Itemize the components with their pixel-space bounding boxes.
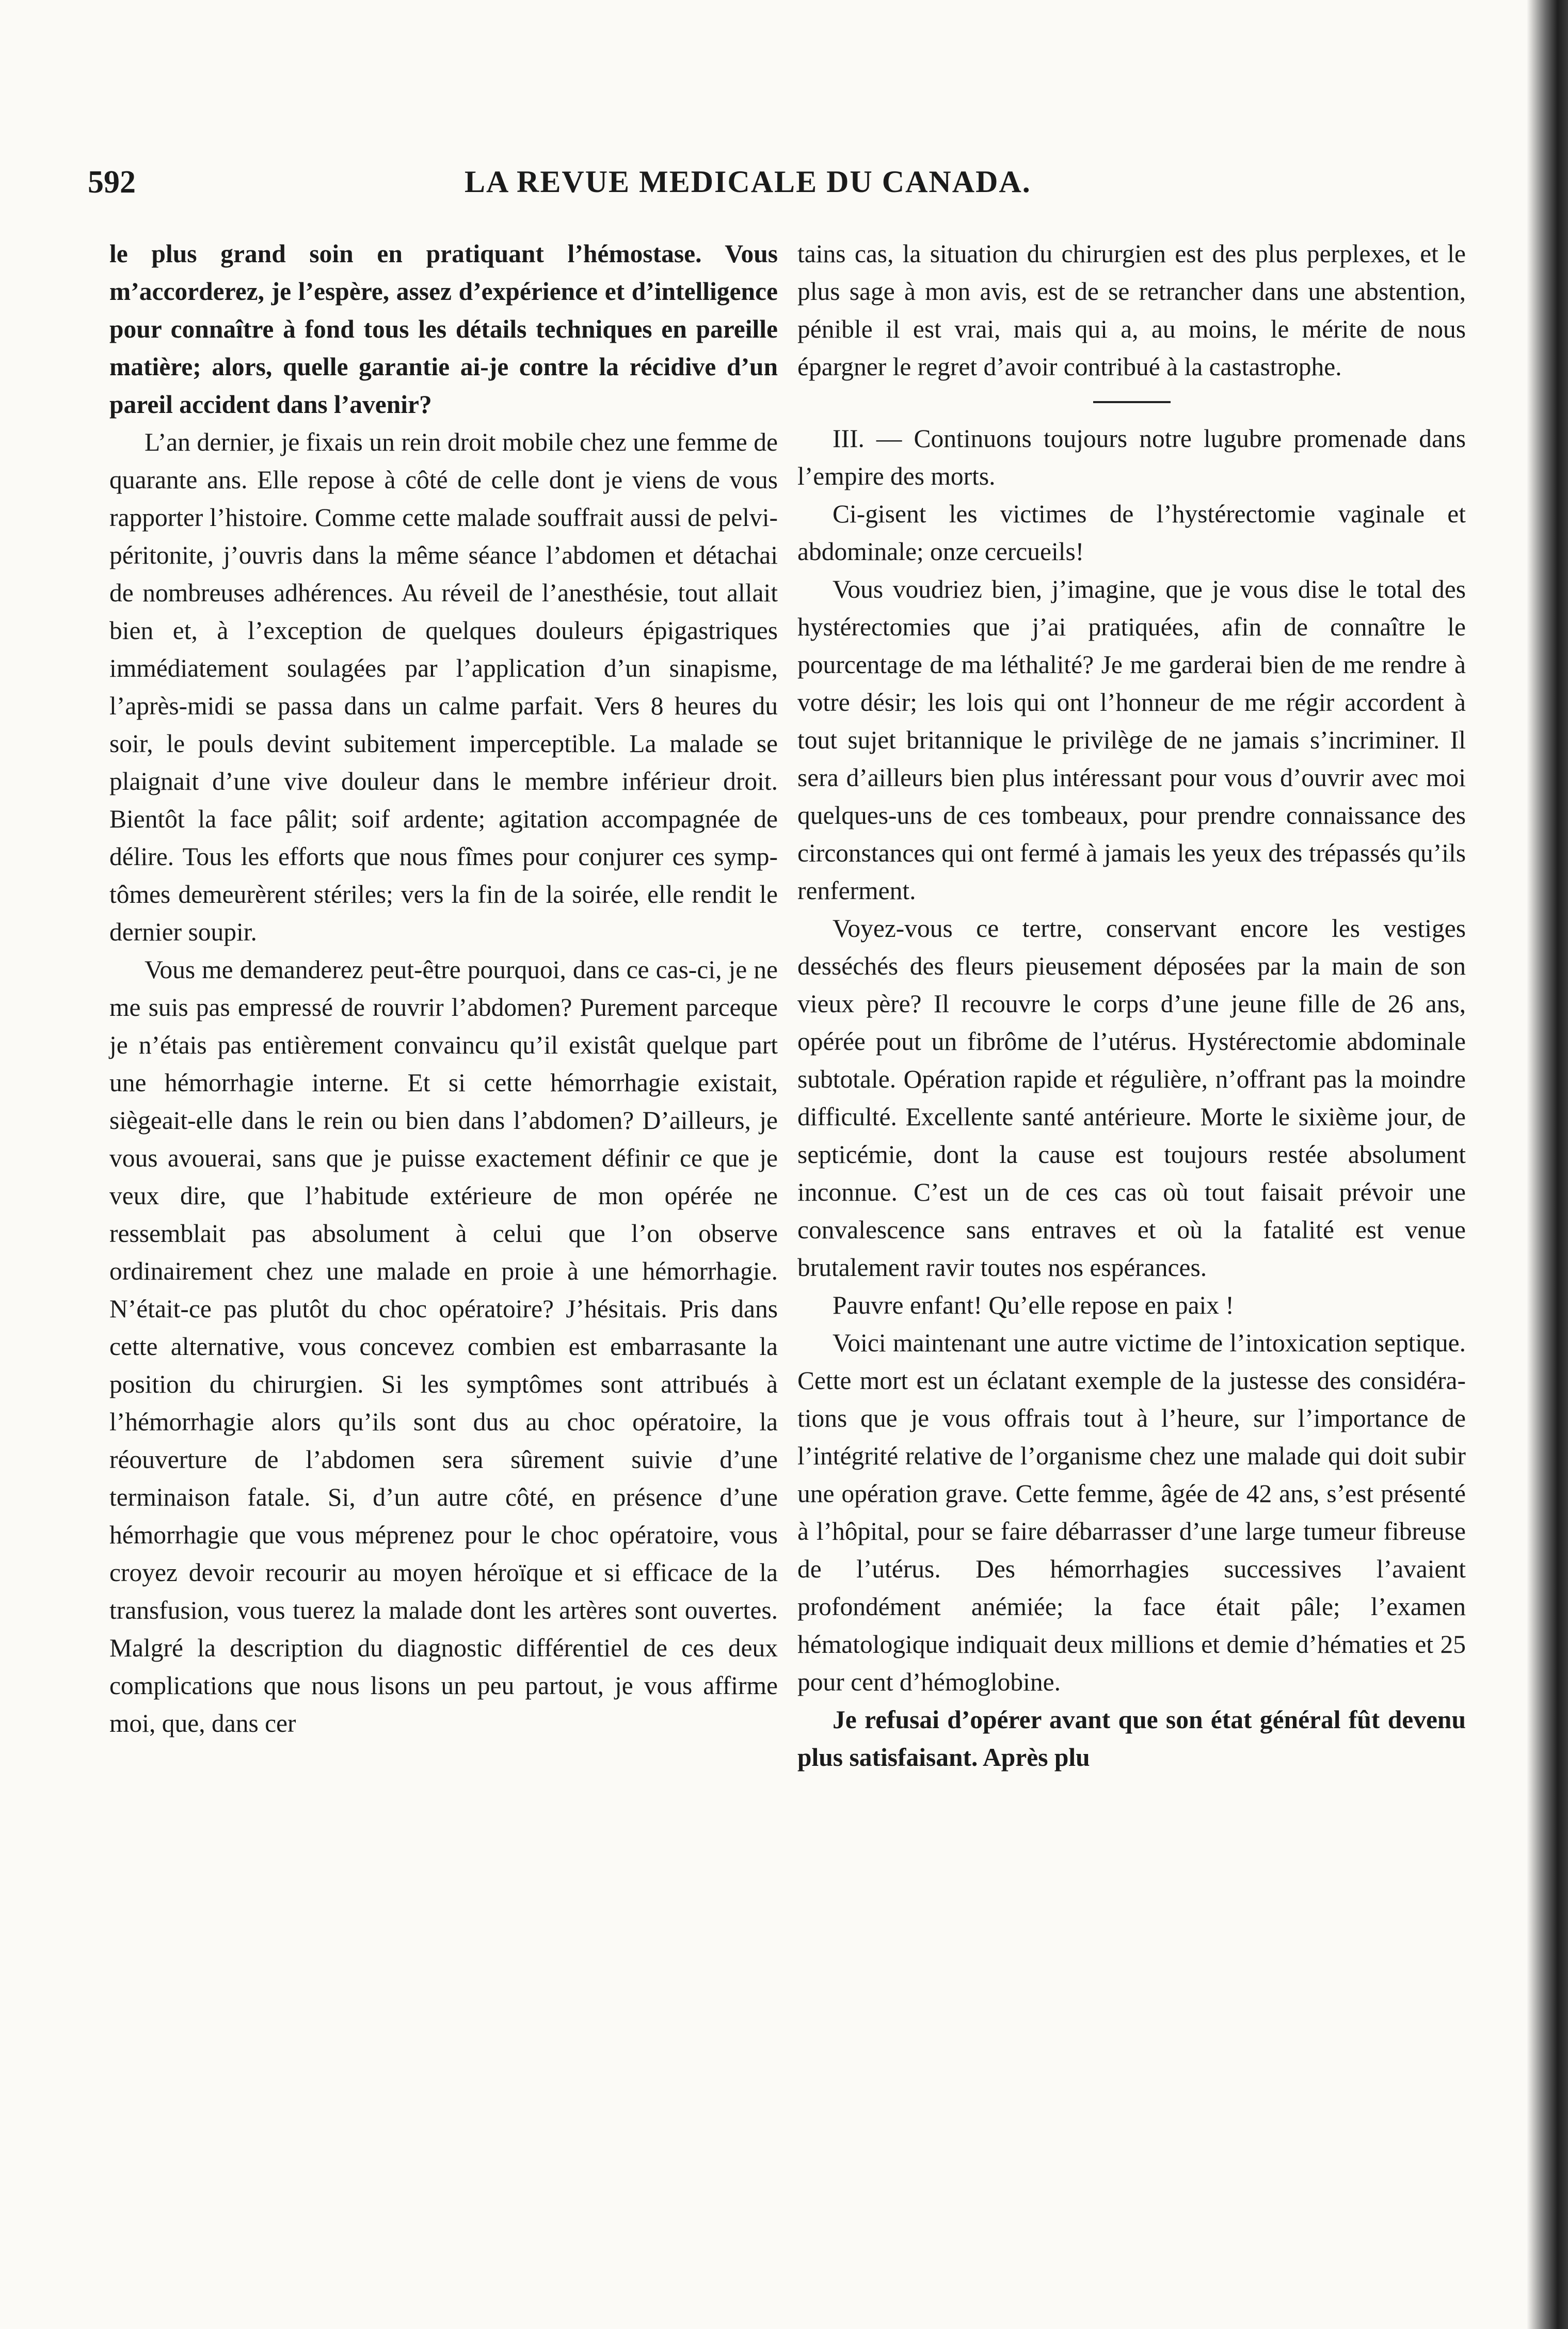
left-column	[109, 235, 778, 1742]
page-header	[88, 164, 1481, 211]
paragraph-right-2: III. — Continuons toujours notre lugubre promenade dans l’empire des morts.	[797, 424, 1466, 490]
paragraph-left-2: L’an dernier, je fixais un rein droit mobile chez une femme de quarante ans. Elle repose à côté de celle dont je viens de vous rapporter l’histoire. Comme cette malade souffrait aussi de pelvi-péritonite, j’ouvris dans la même séance l’abdomen et détachai de nombreuses adhérences. Au réveil de l’anesthésie, tout allait bien et, à l’exception de quelques douleurs épigastriques immédiatement soulagées par l’application d’un sinapisme, l’après-midi se passa dans un calme parfait. Vers 8 heures du soir, le pouls devint subitement imperceptible. La malade se plaignait d’une vive douleur dans le membre inférieur droit. Bientôt la face pâlit; soif ardente; agitation accompagnée de délire. Tous les efforts que nous fîmes pour conjurer ces symptômes demeurèrent stériles; vers la fin de la soirée, elle rendit le dernier soupir.	[109, 428, 778, 946]
paragraph-right-4: Vous voudriez bien, j’imagine, que je vous dise le total des hystérectomies que j’ai pratiquées, afin de connaître le pourcentage de ma léthalité? Je me garderai bien de me rendre à votre désir; les lois qui ont l’honneur de me régir accordent à tout sujet britannique le privilège de ne jamais s’incriminer. Il sera d’ailleurs bien plus intéressant pour vous d’ouvrir avec moi quelques-uns de ces tombeaux, pour prendre connaissance des circonstances qui ont fermé à jamais les yeux des trépassés qu’ils renferment.	[797, 575, 1466, 905]
paragraph-left-3: Vous me demanderez peut-être pourquoi, dans ce cas-ci, je ne me suis pas empressé de rouvrir l’abdomen? Purement parceque je n’étais pas entièrement convaincu qu’il existât quelque part une hémorrhagie interne. Et si cette hémorrhagie existait, siègeait-elle dans le rein ou bien dans l’abdomen? D’ailleurs, je vous avouerai, sans que je puisse exactement définir ce que je veux dire, que l’habitude extérieure de mon opérée ne ressemblait pas absolument à celui que l’on observe ordinairement chez une malade en proie à une hémorrhagie. N’était-ce pas plutôt du choc opératoire? J’hésitais. Pris dans cette alternative, vous concevez combien est embarrasante la position du chirurgien. Si les symptômes sont attribués à l’hémorrhagie alors qu’ils sont dus au choc opératoire, la réouverture de l’abdomen sera sûrement suivie d’une terminaison fatale. Si, d’un autre côté, en présence d’une hémorrhagie que vous méprenez pour le choc opératoire, vous croyez devoir recourir au moyen héroïque et si efficace de la transfusion, vous tuerez la malade dont les artères sont ouvertes. Malgré la description du diagnostic différentiel de ces deux complications que nous lisons un peu partout, je vous affirme moi, que, dans cer	[109, 955, 778, 1737]
scan-binding-edge	[1527, 0, 1568, 2329]
page-number: 592	[88, 165, 136, 200]
paragraph-right-6: Pauvre enfant! Qu’elle repose en paix !	[833, 1291, 1234, 1319]
paragraph-right-1: tains cas, la situation du chirurgien est des plus perplexes, et le plus sage à mon avis, est de se retrancher dans une abstention, pénible il est vrai, mais qui a, au moins, le mérite de nous épargner le regret d’avoir contribué à la castastrophe.	[797, 240, 1466, 381]
journal-title: LA REVUE MEDICALE DU CANADA.	[465, 165, 1031, 199]
paragraph-right-8: Je refusai d’opérer avant que son état général fût devenu plus satisfaisant. Après plu	[797, 1705, 1466, 1772]
paragraph-right-3: Ci-gisent les victimes de l’hystérectomie vaginale et abdominale; onze cercueils!	[797, 500, 1466, 566]
right-column	[797, 235, 1466, 1776]
paragraph-left-1: le plus grand soin en pratiquant l’hémostase. Vous m’accorderez, je l’espère, assez d’expérience et d’intelligence pour connaître à fond tous les détails techniques en pareille matière; alors, quelle garantie ai-je contre la récidive d’un pareil accident dans l’avenir?	[109, 240, 778, 419]
paragraph-right-5: Voyez-vous ce tertre, conservant encore les vestiges desséchés des fleurs pieusement déposées par la main de son vieux père? Il recouvre le corps d’une jeune fille de 26 ans, opérée pout un fibrôme de l’utérus. Hystérectomie abdominale subtotale. Opération rapide et régulière, n’offrant pas la moindre difficulté. Excellente santé antérieure. Morte le sixième jour, de septicémie, dont la cause est toujours restée absolument inconnue. C’est un de ces cas où tout faisait prévoir une convalescence sans entraves et où la fatalité est venue brutalement ravir toutes nos espérances.	[797, 914, 1466, 1282]
paragraph-right-7: Voici maintenant une autre victime de l’intoxication septique. Cette mort est un éclatant exemple de la justesse des considérations que je vous offrais tout à l’heure, sur l’importance de l’intégrité relative de l’organisme chez une malade qui doit subir une opération grave. Cette femme, âgée de 42 ans, s’est présenté à l’hôpital, pour se faire débarrasser d’une large tumeur fibreuse de l’utérus. Des hémorrhagies successives l’avaient profondément anémiée; la face était pâle; l’examen hématologique indiquait deux millions et demie d’hématies et 25 pour cent d’hémoglobine.	[797, 1329, 1466, 1696]
section-separator	[1093, 401, 1171, 403]
